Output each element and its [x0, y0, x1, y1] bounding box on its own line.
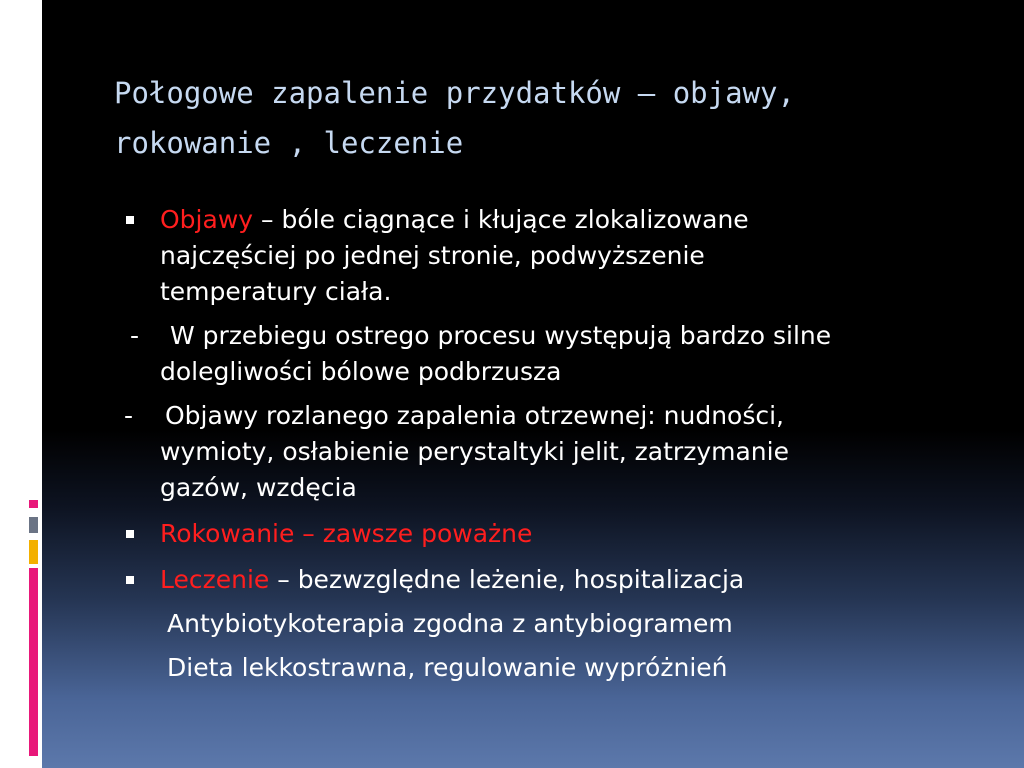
accent-bar-gray — [29, 517, 38, 533]
accent-bar-pink-small — [29, 500, 38, 508]
highlight-label: Leczenie — [160, 565, 270, 594]
accent-bar-pink-long — [29, 568, 38, 756]
square-bullet-icon — [126, 216, 134, 224]
accent-bar-yellow — [29, 540, 38, 564]
bullet-item-leczenie — [124, 562, 984, 598]
square-bullet-icon — [126, 530, 134, 538]
item-text: wymioty, osłabienie perystaltyki jelit, zatrzymanie — [160, 437, 789, 466]
plain-item-diet: Dieta lekkostrawna, regulowanie wypróżnień — [167, 653, 728, 682]
dash-marker: - — [124, 401, 134, 430]
item-text: W przebiegu ostrego procesu występują bardzo silne — [170, 321, 832, 350]
slide-title — [114, 68, 994, 168]
title-line: rokowanie , leczenie — [114, 126, 464, 160]
bullet-item-rokowanie — [124, 516, 984, 552]
highlight-label: Objawy — [160, 205, 254, 234]
plain-item-antibiotics: Antybiotykoterapia zgodna z antybiogramem — [167, 609, 733, 638]
bullet-item-objawy — [124, 202, 984, 310]
item-text: Objawy rozlanego zapalenia otrzewnej: nudności, — [165, 401, 784, 430]
item-text: – bezwzględne leżenie, hospitalizacja — [269, 565, 745, 594]
item-text: – bóle ciągnące i kłujące zlokalizowane — [253, 205, 749, 234]
dash-marker: - — [130, 321, 140, 350]
square-bullet-icon — [126, 576, 134, 584]
item-text: dolegliwości bólowe podbrzusza — [160, 357, 562, 386]
slide-body — [124, 202, 984, 686]
highlight-label: Rokowanie – zawsze poważne — [160, 519, 533, 548]
dash-item-peritonitis — [124, 398, 984, 506]
item-text: najczęściej po jednej stronie, podwyższenie — [160, 241, 705, 270]
item-text: gazów, wzdęcia — [160, 473, 357, 502]
title-line: Połogowe zapalenie przydatków – objawy, — [114, 76, 795, 110]
item-text: temperatury ciała. — [160, 277, 392, 306]
dash-item-acute — [124, 318, 984, 390]
